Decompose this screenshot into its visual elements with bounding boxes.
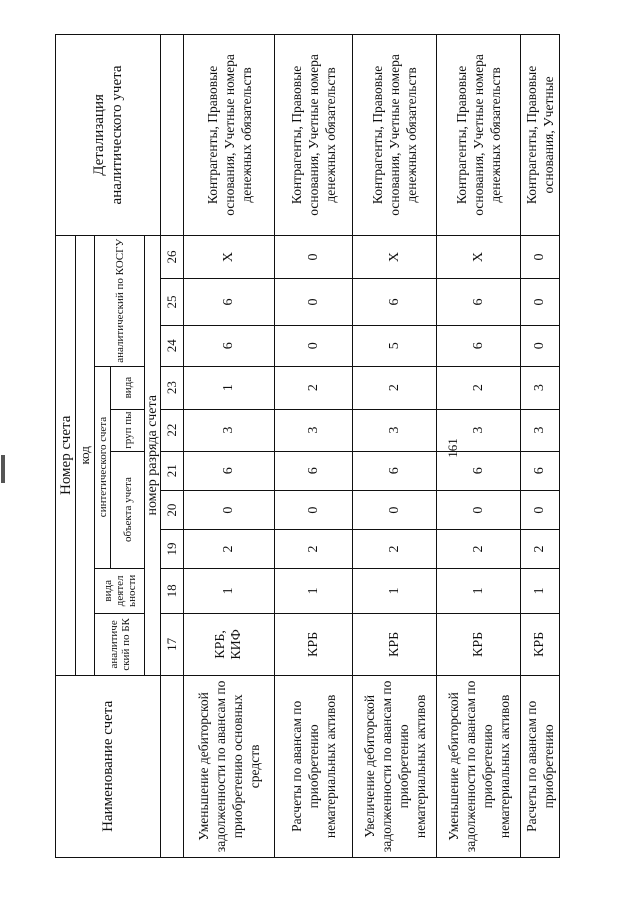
header-accounting-object: объекта учета <box>111 451 145 568</box>
code-cell: КРБ <box>275 614 353 676</box>
detail-cell: Контрагенты, Правовые основания, Учетные номера денежных обязательств <box>184 35 275 236</box>
code-cell: 1 <box>184 366 275 409</box>
code-cell: 5 <box>353 325 437 366</box>
code-cell: 0 <box>521 235 560 278</box>
detail-cell: Контрагенты, Правовые основания, Учетные номера денежных обязательств <box>437 35 521 236</box>
code-cell: 6 <box>353 279 437 326</box>
account-name-cell: Увеличение дебиторской задолженности по авансам по приобретению нематериальных активов <box>353 675 437 857</box>
code-cell: 6 <box>184 279 275 326</box>
header-group: груп пы <box>111 409 145 451</box>
code-cell: 6 <box>275 451 353 490</box>
code-cell: 0 <box>521 279 560 326</box>
code-cell: 0 <box>521 490 560 529</box>
detail-cell: Контрагенты, Правовые основания, Учетные <box>521 35 560 236</box>
header-synthetic: синтетического счета <box>95 366 111 568</box>
code-cell: 2 <box>521 530 560 568</box>
code-cell: 2 <box>437 366 521 409</box>
code-cell: КРБ <box>437 614 521 676</box>
col-number-blank-right <box>161 35 184 236</box>
account-name-cell: Расчеты по авансам по приобретению <box>521 675 560 857</box>
code-cell: 3 <box>275 409 353 451</box>
header-digit-number: номер разряда счета <box>145 235 161 675</box>
rotated-page <box>55 34 557 858</box>
code-cell: КРБ, КИФ <box>184 614 275 676</box>
header-account-number: Номер счета <box>56 235 76 675</box>
col-number: 25 <box>161 279 184 326</box>
col-number: 22 <box>161 409 184 451</box>
code-cell: X <box>353 235 437 278</box>
code-cell: 6 <box>521 451 560 490</box>
table-row <box>353 35 437 858</box>
code-cell: 2 <box>353 366 437 409</box>
col-number-blank-left <box>161 675 184 857</box>
code-cell: 0 <box>437 490 521 529</box>
code-cell: 3 <box>184 409 275 451</box>
code-cell: 0 <box>275 325 353 366</box>
account-name-cell: Уменьшение дебиторской задолженности по авансам по приобретению основных средств <box>184 675 275 857</box>
col-number: 19 <box>161 530 184 568</box>
code-cell: КРБ <box>353 614 437 676</box>
col-number: 20 <box>161 490 184 529</box>
col-number: 18 <box>161 568 184 614</box>
code-cell: 2 <box>275 366 353 409</box>
table-row <box>437 35 521 858</box>
code-cell: 0 <box>353 490 437 529</box>
binding-mark <box>1 455 5 483</box>
code-cell: 2 <box>275 530 353 568</box>
code-cell: 6 <box>437 451 521 490</box>
code-cell: 2 <box>184 530 275 568</box>
col-number: 21 <box>161 451 184 490</box>
table-row <box>275 35 353 858</box>
code-cell: 1 <box>437 568 521 614</box>
code-cell: 2 <box>353 530 437 568</box>
detail-cell: Контрагенты, Правовые основания, Учетные номера денежных обязательств <box>275 35 353 236</box>
header-kind: вида <box>111 366 145 409</box>
code-cell: 1 <box>521 568 560 614</box>
code-cell: 1 <box>353 568 437 614</box>
code-cell: X <box>437 235 521 278</box>
code-cell: X <box>184 235 275 278</box>
code-cell: 3 <box>521 366 560 409</box>
header-detail: Детализация аналитического учета <box>56 35 161 236</box>
accounts-table <box>55 34 560 858</box>
col-number: 24 <box>161 325 184 366</box>
header-analytic-kosgu: аналитический по КОСГУ <box>95 235 145 366</box>
code-cell: 0 <box>275 235 353 278</box>
code-cell: 6 <box>353 451 437 490</box>
col-number: 23 <box>161 366 184 409</box>
account-name-cell: Расчеты по авансам по приобретению нематериальных активов <box>275 675 353 857</box>
code-cell: 0 <box>184 490 275 529</box>
code-cell: КРБ <box>521 614 560 676</box>
code-cell: 3 <box>521 409 560 451</box>
header-activity-type: вида деятел ьности <box>95 568 145 614</box>
header-code: код <box>76 235 95 675</box>
detail-cell: Контрагенты, Правовые основания, Учетные номера денежных обязательств <box>353 35 437 236</box>
code-cell: 1 <box>184 568 275 614</box>
code-cell: 6 <box>437 325 521 366</box>
table-row <box>184 35 275 858</box>
code-cell: 3 <box>353 409 437 451</box>
code-cell: 3 <box>437 409 521 451</box>
header-account-name: Наименование счета <box>56 675 161 857</box>
col-number: 26 <box>161 235 184 278</box>
code-cell: 6 <box>437 279 521 326</box>
code-cell: 2 <box>437 530 521 568</box>
code-cell: 1 <box>275 568 353 614</box>
code-cell: 0 <box>275 490 353 529</box>
code-cell: 0 <box>521 325 560 366</box>
header-analytic-bk: аналитиче ский по БК <box>95 614 145 676</box>
page-number: 161 <box>445 438 460 458</box>
code-cell: 6 <box>184 325 275 366</box>
code-cell: 0 <box>275 279 353 326</box>
col-number: 17 <box>161 614 184 676</box>
account-name-cell: Уменьшение дебиторской задолженности по авансам по приобретению нематериальных активов <box>437 675 521 857</box>
code-cell: 6 <box>184 451 275 490</box>
table-row <box>521 35 560 858</box>
